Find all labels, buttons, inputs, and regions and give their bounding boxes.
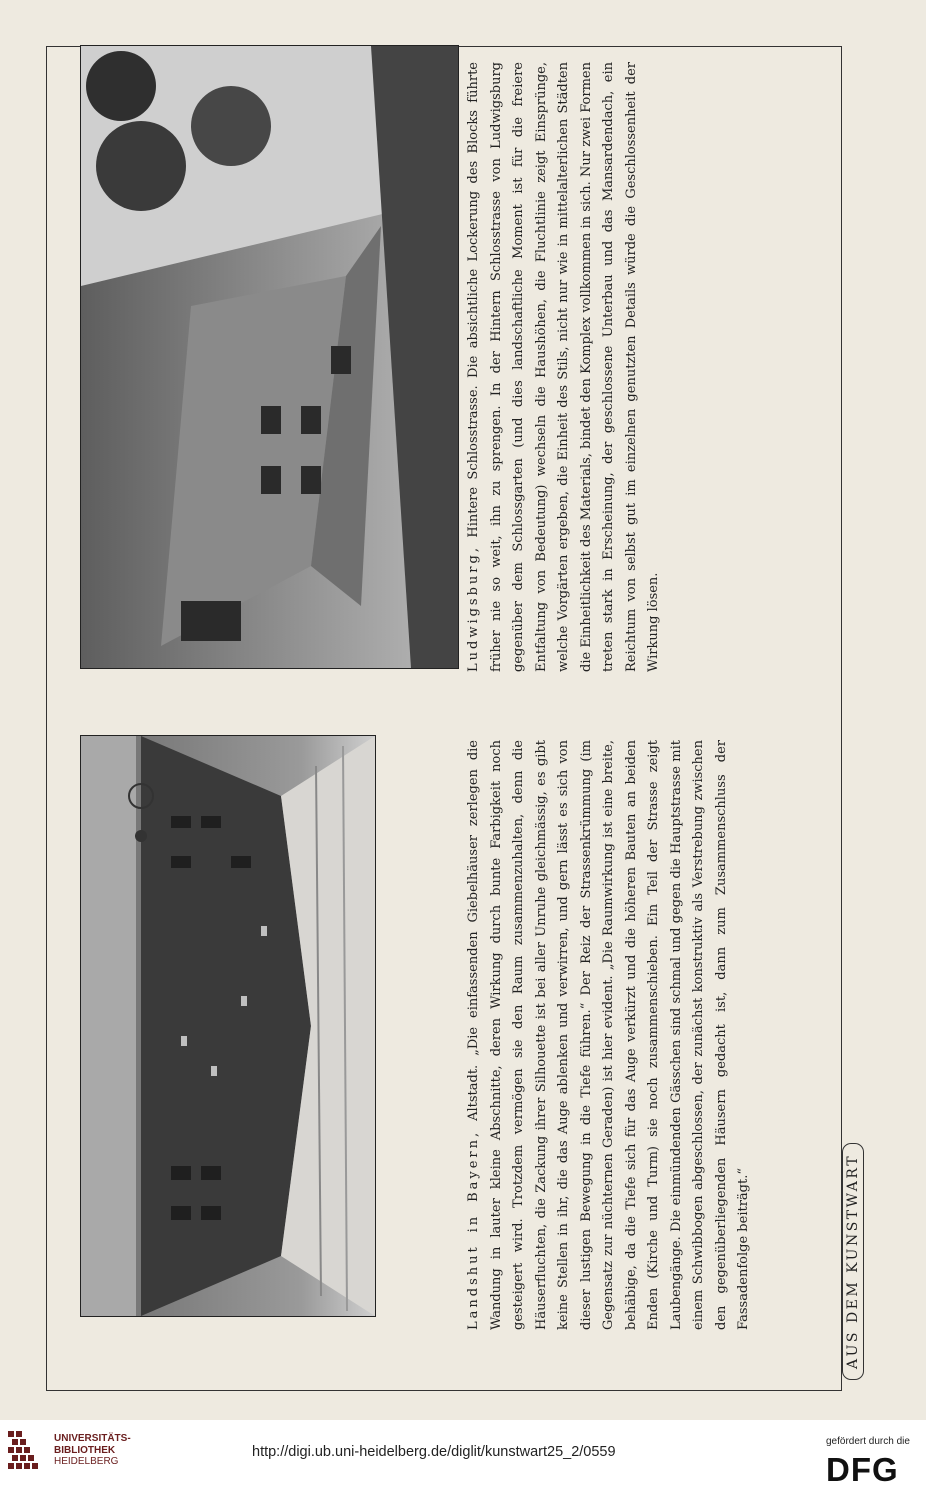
caption-ludwigsburg-body: Hintere Schlosstrasse. Die absichtliche Lockerung des Blocks führte früher nie so weit, ihn zu sprengen. In der Hintern Schlosstrasse von Ludwigsburg gegenüber dem Schlossgarten (und dies landschaftliche Moment ist für die freiere Entfaltung von Bedeutung) wechseln die Haushöhen, die Fluchtlinie zeigt Einsprünge, welche Vorgärten ergeben, die Einheit des Stils, nicht nur wie in mittelalterlichen Städten die Einheitlichkeit des Materials, bindet den Komplex vollkommen in sich. Nur zwei Formen treten stark in Erscheinung, der geschlossene Unterbau und das Mansardendach, ein Reichtum von selbst gut im einzelnen genutzten Details würde die Geschlossenheit der Wirkung lösen.: [466, 62, 661, 672]
caption-landshut-title: Landshut in Bayern,: [466, 1129, 481, 1330]
caption-ludwigsburg: [463, 62, 666, 672]
caption-landshut-body: Altstadt. „Die einfassenden Giebelhäuser zerlegen die Wandung in lauter kleine Abschnitte, deren Wirkung durch bunte Farbigkeit noch gesteigert wird. Trotzdem vermögen sie den Raum zusammenzuhalten, denn die Häuserfluchten, die Zackung ihrer Silhouette ist bei aller Unruhe gleichmässig, es gibt keine Stellen in ihr, die das Auge ablenken und verwirren, und gern lässt es sich von dieser lustigen Bewegung in die Tiefe führen.“ Der Reiz der Strassenkrümmung (im Gegensatz zur nüchternen Geraden) ist hier evident. „Die Raumwirkung ist eine breite, behäbige, da die Tiefe sich für das Auge verkürzt und die höheren Bauten an beiden Enden (Kirche und Turm) sie noch zusammenschieben. Ein Teil der Strasse zeigt Laubengänge. Die einmündenden Gässchen sind schmal und gegen die Hauptstrasse mit einem Schwibbogen abgeschlossen, der zunächst konstruktiv als Verstrebung zwischen den gegenüberliegenden Häusern gedacht ist, dann zum Zusammenschluss der Fassadenfolge beiträgt.“: [466, 739, 751, 1330]
funding-note: gefördert durch die: [826, 1436, 910, 1447]
kunstwart-tag: AUS DEM KUNSTWART: [842, 1143, 864, 1380]
library-name[interactable]: [54, 1433, 131, 1468]
library-name-line2: BIBLIOTHEK: [54, 1444, 116, 1456]
photo-ludwigsburg: [80, 45, 459, 669]
caption-ludwigsburg-title: Ludwigsburg,: [466, 545, 481, 672]
library-name-line1: UNIVERSITÄTS-: [54, 1433, 131, 1444]
caption-landshut: [463, 740, 756, 1330]
photo-landshut: [80, 735, 376, 1317]
dfg-logo[interactable]: DFG: [826, 1451, 899, 1488]
library-logo-icon[interactable]: [8, 1431, 50, 1477]
viewer-footer: [0, 1420, 926, 1495]
library-name-line3: HEIDELBERG: [54, 1456, 119, 1467]
page-url[interactable]: http://digi.ub.uni-heidelberg.de/diglit/kunstwart25_2/0559: [252, 1444, 616, 1460]
